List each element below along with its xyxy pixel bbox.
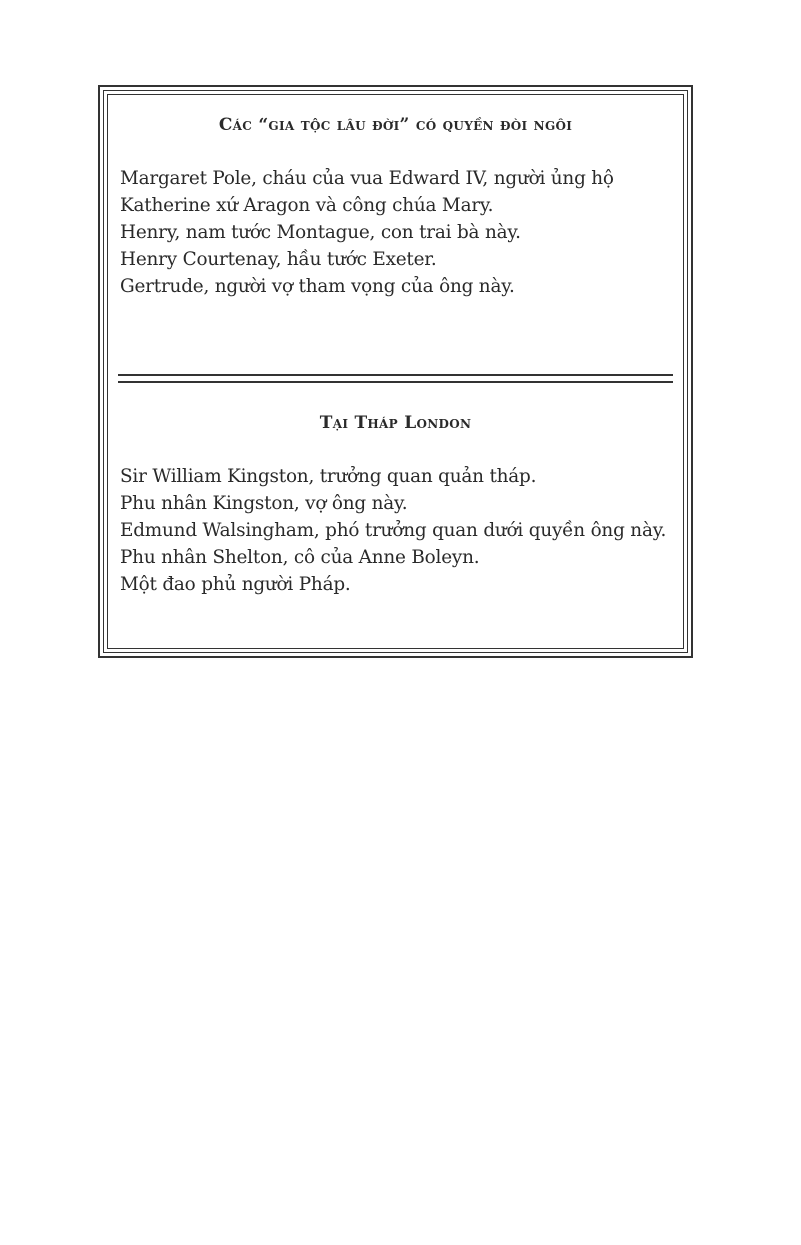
cast-list-frame	[98, 85, 693, 658]
section-old-families	[120, 115, 671, 300]
frame-inner-border	[103, 90, 688, 653]
section-title-old-families: Các “gia tộc lâu đời” có quyền đòi ngôi	[218, 115, 573, 135]
list-item: Edmund Walsingham, phó trưởng quan dưới quyền ông này.	[120, 520, 667, 541]
list-item: Một đao phủ người Pháp.	[120, 574, 351, 595]
frame-innermost-border	[107, 94, 684, 649]
section-tower-of-london	[120, 413, 671, 598]
old-families-list	[120, 165, 671, 300]
list-item: Phu nhân Kingston, vợ ông này.	[120, 493, 408, 514]
tower-of-london-list	[120, 463, 671, 598]
list-item: Sir William Kingston, trưởng quan quản tháp.	[120, 466, 537, 487]
list-item: Henry, nam tước Montague, con trai bà này.	[120, 222, 521, 243]
list-item: Gertrude, người vợ tham vọng của ông này.	[120, 276, 515, 297]
section-title-tower-of-london: Tại Tháp London	[319, 413, 472, 433]
list-item: Margaret Pole, cháu của vua Edward IV, người ủng hộ Katherine xứ Aragon và công chúa Mary.	[120, 168, 614, 216]
section-divider	[118, 374, 673, 383]
list-item: Phu nhân Shelton, cô của Anne Boleyn.	[120, 547, 480, 568]
list-item: Henry Courtenay, hầu tước Exeter.	[120, 249, 437, 270]
